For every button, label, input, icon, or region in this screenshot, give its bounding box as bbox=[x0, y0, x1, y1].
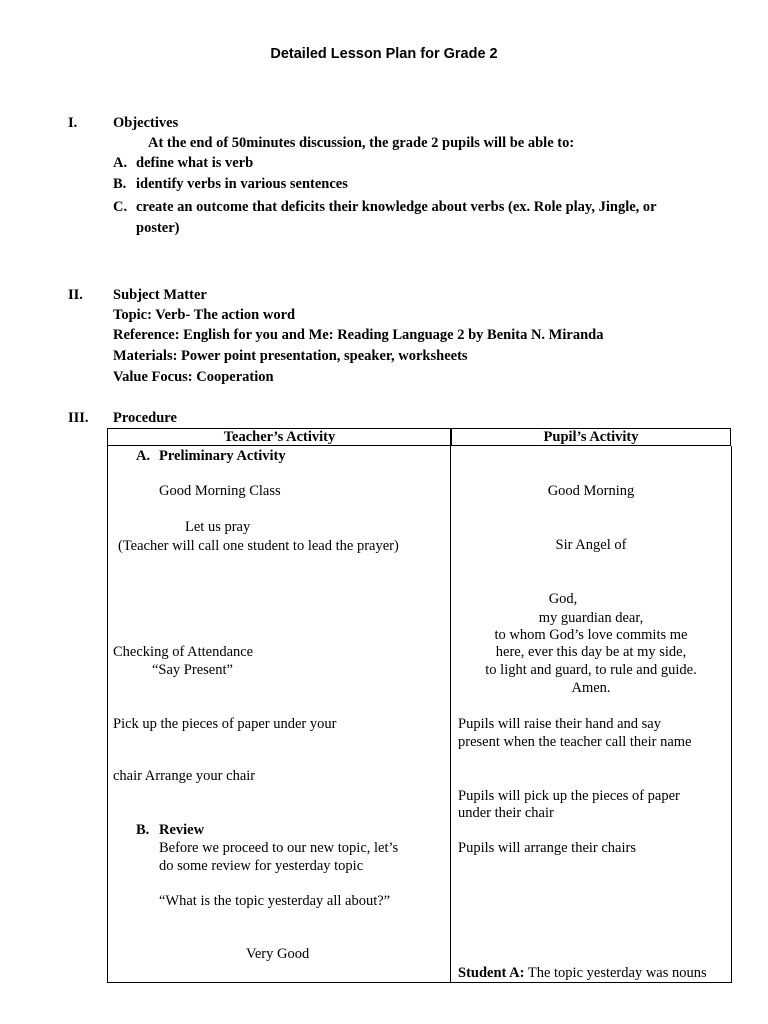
objective-b-text: identify verbs in various sentences bbox=[136, 176, 348, 192]
teacher-review-line2: do some review for yesterday topic bbox=[159, 858, 364, 874]
student-label: Student A: bbox=[458, 965, 525, 981]
teacher-say-present: “Say Present” bbox=[152, 662, 233, 678]
objective-a-text: define what is verb bbox=[136, 155, 254, 171]
subject-reference: Reference: English for you and Me: Reading Language 2 by Benita N. Miranda bbox=[113, 327, 604, 343]
subject-value-focus: Value Focus: Cooperation bbox=[113, 369, 274, 385]
pupil-prayer-line1: Sir Angel of bbox=[555, 537, 627, 553]
teacher-review-line1: Before we proceed to our new topic, let’s bbox=[159, 840, 399, 856]
review-letter: B. bbox=[136, 822, 150, 838]
objective-a-letter: A. bbox=[113, 155, 128, 171]
review-heading: Review bbox=[159, 822, 205, 838]
pupil-prayer-line4: to whom God’s love commits me bbox=[494, 627, 688, 643]
pupil-prayer-line6: to light and guard, to rule and guide. bbox=[485, 662, 697, 678]
objectives-intro: At the end of 50minutes discussion, the grade 2 pupils will be able to: bbox=[148, 135, 575, 151]
preliminary-letter: A. bbox=[136, 448, 151, 464]
pupil-pick-line1: Pupils will pick up the pieces of paper bbox=[458, 788, 680, 804]
pupil-student-answer bbox=[458, 964, 707, 982]
subject-matter-heading: Subject Matter bbox=[113, 287, 207, 303]
pupil-raise-line1: Pupils will raise their hand and say bbox=[458, 716, 661, 732]
page-title: Detailed Lesson Plan for Grade 2 bbox=[270, 46, 498, 62]
subject-matter-numeral: II. bbox=[68, 287, 83, 303]
teacher-greeting: Good Morning Class bbox=[159, 483, 281, 499]
teacher-question: “What is the topic yesterday all about?” bbox=[159, 893, 391, 909]
pupil-pick-line2: under their chair bbox=[458, 805, 554, 821]
pupil-greeting: Good Morning bbox=[547, 483, 635, 499]
objective-c-text: create an outcome that deficits their knowledge about verbs (ex. Role play, Jingle, or bbox=[136, 199, 657, 215]
objective-b-letter: B. bbox=[113, 176, 127, 192]
objectives-heading: Objectives bbox=[113, 115, 179, 131]
objective-c-letter: C. bbox=[113, 199, 128, 215]
pupil-prayer-line3: my guardian dear, bbox=[538, 610, 644, 626]
student-answer-text: The topic yesterday was nouns bbox=[524, 965, 707, 981]
teacher-pray-note: (Teacher will call one student to lead the prayer) bbox=[118, 538, 399, 554]
teacher-activity-header: Teacher’s Activity bbox=[108, 429, 452, 446]
objective-c-text-cont: poster) bbox=[136, 220, 180, 236]
pupil-activity-header: Pupil’s Activity bbox=[452, 429, 731, 446]
teacher-attendance: Checking of Attendance bbox=[113, 644, 254, 660]
pupil-prayer-line2: God, bbox=[548, 591, 578, 607]
objectives-numeral: I. bbox=[68, 115, 78, 131]
subject-topic: Topic: Verb- The action word bbox=[113, 307, 296, 323]
pupil-prayer-line7: Amen. bbox=[571, 680, 611, 696]
column-divider bbox=[450, 428, 451, 983]
procedure-numeral: III. bbox=[68, 410, 89, 426]
pupil-prayer-line5: here, ever this day be at my side, bbox=[495, 644, 687, 660]
pupil-arrange: Pupils will arrange their chairs bbox=[458, 840, 636, 856]
preliminary-heading: Preliminary Activity bbox=[159, 448, 286, 464]
procedure-heading: Procedure bbox=[113, 410, 177, 426]
teacher-arrange: chair Arrange your chair bbox=[113, 768, 256, 784]
subject-materials: Materials: Power point presentation, speaker, worksheets bbox=[113, 348, 468, 364]
pupil-raise-line2: present when the teacher call their name bbox=[458, 734, 692, 750]
teacher-pray: Let us pray bbox=[185, 519, 251, 535]
teacher-very-good: Very Good bbox=[246, 946, 310, 962]
teacher-pickup: Pick up the pieces of paper under your bbox=[113, 716, 337, 732]
procedure-table-header bbox=[107, 428, 731, 446]
